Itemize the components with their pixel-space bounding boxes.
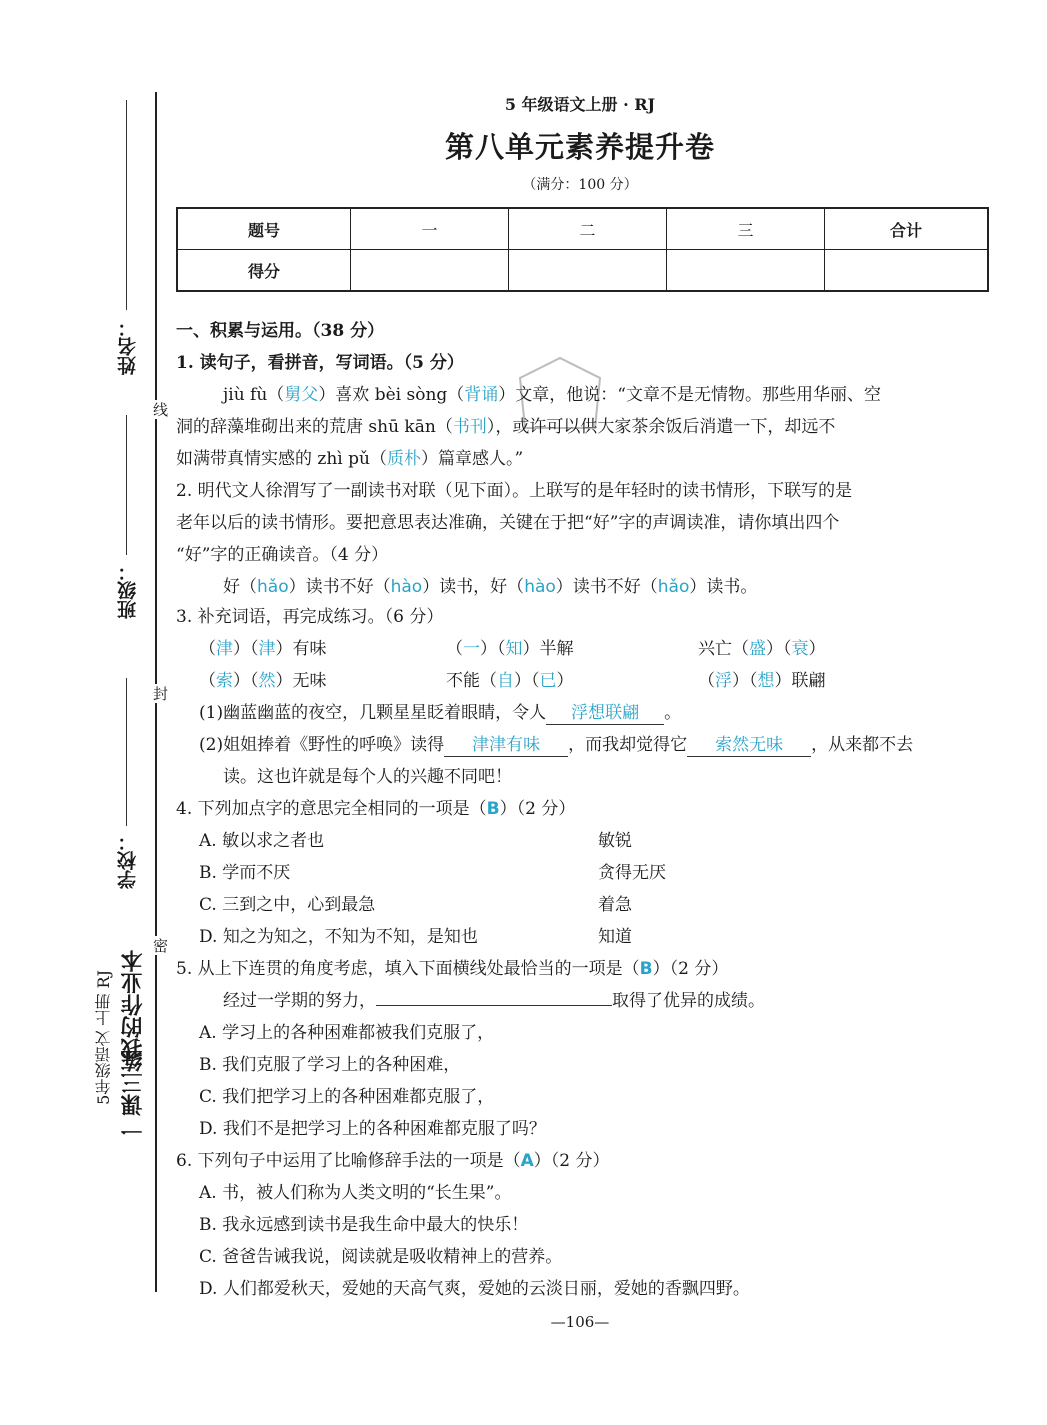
q3-text: ，而我却觉得它: [568, 735, 688, 755]
subtitle: 5 年级语文上册 · RJ: [504, 95, 656, 114]
q1-line1: [223, 384, 881, 406]
q1-text: 洞的辞藻堆砌出来的荒唐 shū kān（: [176, 417, 453, 437]
school-label: 学校：: [117, 832, 139, 889]
q3-answer: 津: [258, 639, 276, 659]
q5-stem: [176, 958, 728, 980]
score-head-2: 二: [509, 208, 667, 250]
q5-blank[interactable]: [376, 1005, 612, 1006]
q3-answer: 已: [539, 671, 557, 691]
q5-opt-c: C. 我们把学习上的各种困难都克服了，: [199, 1087, 495, 1107]
q4-stem: [176, 798, 575, 820]
q4-text: ）（2 分）: [499, 799, 576, 819]
q2-text: ）读书。: [689, 577, 758, 597]
score-cell-3[interactable]: [667, 250, 825, 292]
q5-text: 取得了优异的成绩。: [612, 991, 765, 1011]
q1-stem-text: 1. 读句子，看拼音，写词语。（5 分）: [176, 353, 464, 373]
mark-line: 线: [151, 402, 169, 417]
score-cell-2[interactable]: [509, 250, 667, 292]
score-table: [176, 207, 989, 292]
q1-text: ）喜欢 bèi sòng（: [318, 385, 465, 405]
q2-text: ）读书，好（: [422, 577, 525, 597]
q5-answer: B: [639, 959, 653, 979]
q3-answer: 浮: [715, 671, 732, 691]
name-label: 姓名：: [117, 318, 139, 375]
q6-opt-c: C. 爸爸告诫我说，阅读就是吸收精神上的营养。: [199, 1247, 563, 1267]
q3-sub2-answer-1: 津津有味: [444, 734, 568, 757]
q3-stem: 3. 补充词语，再完成练习。（6 分）: [176, 607, 444, 627]
q3-text: (2)姐姐捧着《野性的呼唤》读得: [199, 735, 445, 755]
q6-opt-d: D. 人们都爱秋天，爱她的天高气爽，爱她的云淡日丽，爱她的香飘四野。: [199, 1279, 750, 1299]
q6-stem: [176, 1150, 610, 1172]
score-head-1: 一: [351, 208, 509, 250]
q1-line2: [176, 416, 835, 438]
q3-sub2-answer-2: 索然无味: [687, 734, 811, 757]
q4-opt-a-right: 敏锐: [598, 831, 632, 851]
q3-answer: 然: [258, 671, 276, 691]
brand-logo: [88, 950, 148, 1290]
q2-answer-3: hào: [524, 577, 556, 597]
score-row-label: 得分: [177, 250, 351, 292]
q4-opt-b-right: 贪得无厌: [598, 863, 666, 883]
q5-text: ）（2 分）: [652, 959, 729, 979]
q3-text: 半解: [539, 639, 574, 659]
score-cell-total[interactable]: [825, 250, 989, 292]
q3-row2-a: （索）（然）无味: [199, 671, 327, 691]
q4-opt-d-right: 知道: [598, 927, 632, 947]
brand-prefix: 一: [121, 1120, 146, 1142]
q1-answer-2: 背诵: [464, 385, 499, 405]
mark-secret: 密: [151, 938, 169, 953]
q3-answer: 盛: [749, 639, 766, 659]
q3-text: (1)幽蓝幽蓝的夜空，几颗星星眨着眼睛，令人: [199, 703, 547, 723]
q3-text: ，从来都不去: [811, 735, 914, 755]
brand-sub: 5年级语文 上册 RJ: [94, 970, 113, 1105]
q6-opt-a: A. 书，被人们称为人类文明的“长生果”。: [199, 1183, 512, 1203]
class-field[interactable]: [126, 415, 128, 555]
q3-answer: 一: [463, 639, 480, 659]
q3-text: 兴亡: [698, 639, 732, 659]
score-head-label: 题号: [177, 208, 351, 250]
q1-stem: [176, 352, 464, 374]
q4-text: 4. 下列加点字的意思完全相同的一项是（: [176, 799, 487, 819]
q3-row1-a: （津）（津）有味: [199, 639, 327, 659]
q3-text: 无味: [292, 671, 327, 691]
q5-text: 5. 从上下连贯的角度考虑，填入下面横线处最恰当的一项是（: [176, 959, 640, 979]
q3-row2-b: 不能（自）（已）: [446, 671, 574, 691]
q3-row1-b: （一）（知）半解: [446, 639, 574, 659]
q1-line3: [176, 448, 523, 470]
q2-line3: “好”字的正确读音。（4 分）: [176, 545, 389, 565]
q3-sub2: [199, 734, 913, 757]
q5-opt-a: A. 学习上的各种困难都被我们克服了，: [199, 1023, 495, 1043]
q2-answer-2: hào: [390, 577, 423, 597]
brand-name: 课三练: [121, 1050, 146, 1116]
q3-answer: 自: [497, 671, 514, 691]
q3-text: 。: [664, 703, 682, 723]
q5-text: 经过一学期的努力，: [223, 991, 376, 1011]
page-number: —106—: [550, 1313, 610, 1331]
mark-seal: 封: [151, 686, 169, 701]
q4-opt-b: B. 学而不厌: [199, 863, 291, 883]
q3-answer: 津: [216, 639, 233, 659]
q3-answer: 衰: [791, 639, 809, 659]
q4-answer: B: [486, 799, 500, 819]
section1-heading: 一、积累与运用。（38 分）: [176, 321, 385, 341]
school-field[interactable]: [126, 678, 128, 826]
q1-text: ）篇章感人。”: [420, 449, 524, 469]
q3-text: 联翩: [791, 671, 826, 691]
q2-couplet: [223, 576, 757, 598]
q6-text: 6. 下列句子中运用了比喻修辞手法的一项是（: [176, 1151, 521, 1171]
q2-line2: 老年以后的读书情形。要把意思表达准确，关键在于把“好”字的声调读准，请你填出四个: [176, 513, 840, 533]
full-score: （满分：100 分）: [522, 177, 638, 193]
q3-text: 有味: [292, 639, 327, 659]
q5-opt-b: B. 我们克服了学习上的各种困难，: [199, 1055, 461, 1075]
q1-text: ），或许可以供大家茶余饭后消遣一下，却远不: [486, 417, 836, 437]
q3-answer: 索: [216, 671, 233, 691]
q3-answer: 知: [505, 639, 523, 659]
score-head-total: 合计: [825, 208, 989, 250]
q1-answer-4: 质朴: [386, 449, 421, 469]
q4-opt-a: A. 敏以求之者也: [199, 831, 325, 851]
q2-text: 好（: [223, 577, 257, 597]
q2-text: ）读书不好（: [555, 577, 658, 597]
q1-text: ）文章，他说：“文章不是无情物。那些用华丽、空: [498, 385, 881, 405]
q3-row2-c: （浮）（想）联翩: [698, 671, 826, 691]
q3-sub2-cont: 读。这也许就是每个人的兴趣不同吧！: [223, 767, 512, 787]
q4-opt-c: C. 三到之中，心到最急: [199, 895, 376, 915]
q1-text: 如满带真情实感的 zhì pǔ（: [176, 449, 387, 469]
q1-text: jiù fù（: [223, 385, 285, 405]
page-title: 第八单元素养提升卷: [444, 130, 715, 164]
score-cell-1[interactable]: [351, 250, 509, 292]
q3-row1-c: 兴亡（盛）（衰）: [698, 639, 826, 659]
q3-sub1: [199, 702, 681, 725]
q2-answer-1: hǎo: [257, 577, 289, 597]
q6-answer: A: [520, 1151, 534, 1171]
score-head-3: 三: [667, 208, 825, 250]
q2-text: ）读书不好（: [288, 577, 391, 597]
q2-answer-4: hǎo: [657, 577, 690, 597]
brand-tail: 我的作业本: [121, 950, 146, 1060]
q2-line1: 2. 明代文人徐渭写了一副读书对联（见下面）。上联写的是年轻时的读书情形，下联写的是: [176, 481, 853, 501]
q1-answer-3: 书刊: [452, 417, 487, 437]
q5-opt-d: D. 我们不是把学习上的各种困难都克服了吗？: [199, 1119, 546, 1139]
q4-opt-d: D. 知之为知之，不知为不知，是知也: [199, 927, 478, 947]
q3-sub1-answer: 浮想联翩: [546, 702, 664, 725]
class-label: 班级：: [117, 562, 139, 619]
q6-opt-b: B. 我永远感到读书是我生命中最大的快乐！: [199, 1215, 529, 1235]
q6-text: ）（2 分）: [533, 1151, 610, 1171]
q3-answer: 想: [757, 671, 775, 691]
q1-answer-1: 舅父: [284, 385, 319, 405]
q3-text: 不能: [446, 671, 480, 691]
q4-opt-c-right: 着急: [598, 895, 632, 915]
q5-sentence: [223, 990, 765, 1012]
